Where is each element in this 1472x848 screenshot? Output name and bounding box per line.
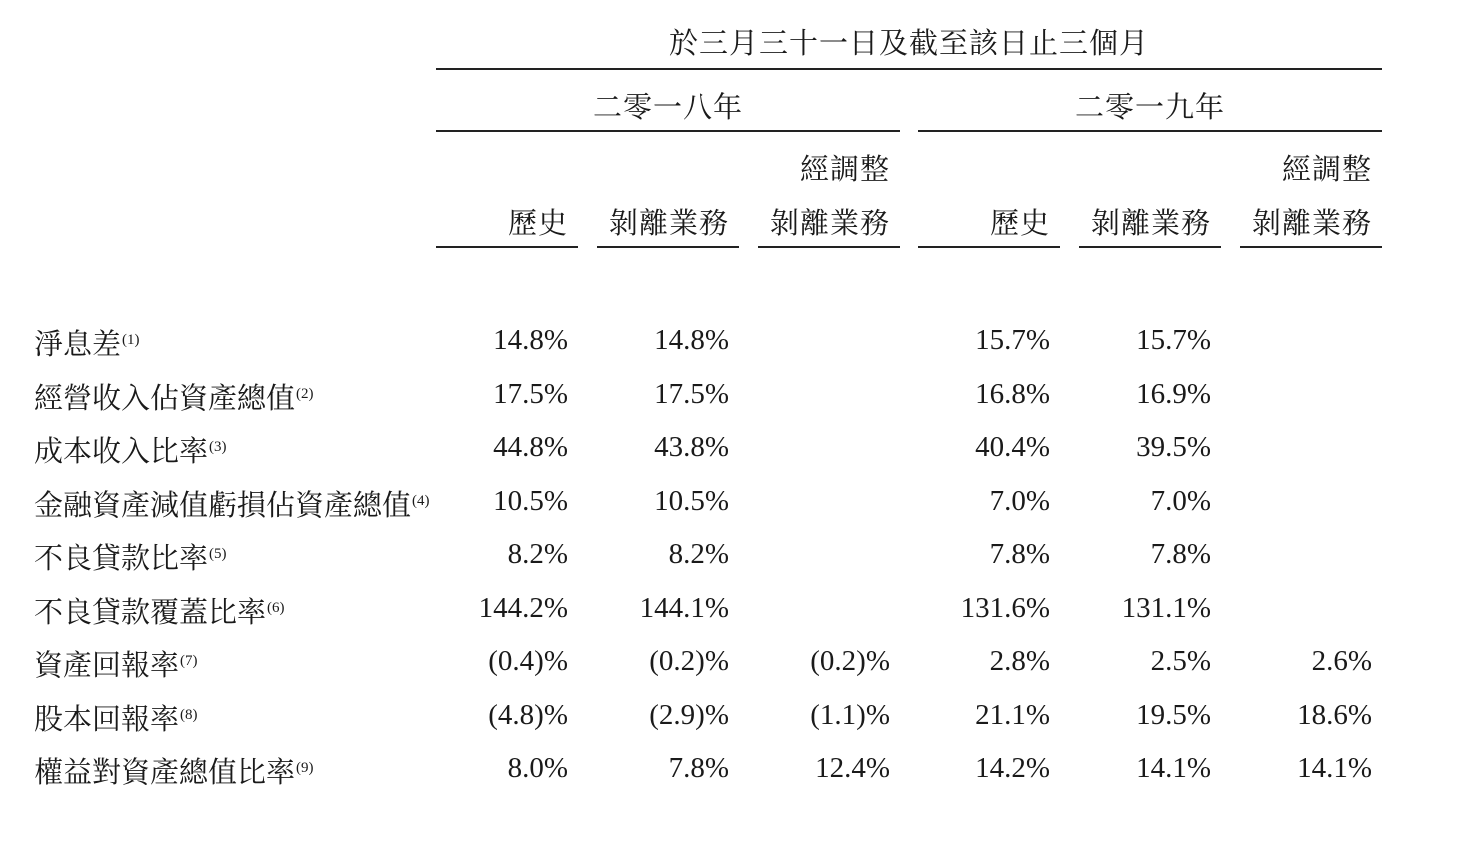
table-cell: 14.1% <box>1136 752 1211 784</box>
table-cell: 15.7% <box>1136 324 1211 356</box>
table-cell: 19.5% <box>1136 699 1211 731</box>
row-label-text: 資產回報率 <box>34 648 180 682</box>
table-cell: 44.8% <box>493 431 568 463</box>
row-label <box>34 697 198 737</box>
period-header: 於三月三十一日及截至該日止三個月 <box>668 26 1149 60</box>
footnote-marker: (4) <box>412 493 430 509</box>
footnote-marker: (3) <box>209 439 227 455</box>
table-cell: 17.5% <box>493 378 568 410</box>
footnote-marker: (2) <box>296 386 314 402</box>
row-label-text: 淨息差 <box>34 327 122 361</box>
footnote-marker: (6) <box>267 600 285 616</box>
row-label-text: 權益對資產總值比率 <box>34 755 296 789</box>
table-cell: 14.1% <box>1297 752 1372 784</box>
table-cell: 2.5% <box>1150 645 1211 677</box>
table-cell: 12.4% <box>815 752 890 784</box>
table-cell: 2.8% <box>989 645 1050 677</box>
row-label-text: 成本收入比率 <box>34 434 209 468</box>
table-cell: 39.5% <box>1136 431 1211 463</box>
table-cell: 144.2% <box>478 592 568 624</box>
row-label <box>34 536 227 576</box>
period-header-rule <box>436 68 1382 70</box>
row-label <box>34 429 227 469</box>
year-header-rule-2018 <box>436 130 900 132</box>
column-header-line1: 經調整 <box>1281 152 1372 186</box>
year-header-2019: 二零一九年 <box>1074 90 1225 124</box>
table-cell: 14.8% <box>654 324 729 356</box>
table-cell: (0.2)% <box>810 645 890 677</box>
table-cell: 18.6% <box>1297 699 1372 731</box>
column-header-rule <box>1079 246 1221 248</box>
table-cell: 15.7% <box>975 324 1050 356</box>
table-cell: 7.0% <box>1150 485 1211 517</box>
column-header-rule <box>758 246 900 248</box>
footnote-marker: (7) <box>180 653 198 669</box>
year-header-rule-2019 <box>918 130 1382 132</box>
row-label <box>34 483 430 523</box>
footnote-marker: (9) <box>296 760 314 776</box>
column-header-line2: 剝離業務 <box>1251 206 1372 240</box>
table-cell: (4.8)% <box>488 699 568 731</box>
table-cell: 131.1% <box>1121 592 1211 624</box>
column-header-rule <box>436 246 578 248</box>
table-cell: 17.5% <box>654 378 729 410</box>
table-cell: 144.1% <box>639 592 729 624</box>
table-cell: 8.0% <box>507 752 568 784</box>
row-label-text: 不良貸款覆蓋比率 <box>34 595 267 629</box>
row-label <box>34 643 198 683</box>
row-label-text: 金融資產減值虧損佔資產總值 <box>34 488 412 522</box>
column-header-line2: 剝離業務 <box>769 206 890 240</box>
table-cell: (0.4)% <box>488 645 568 677</box>
table-cell: 16.8% <box>975 378 1050 410</box>
table-cell: 10.5% <box>493 485 568 517</box>
row-label-text: 經營收入佔資產總值 <box>34 381 296 415</box>
table-cell: 16.9% <box>1136 378 1211 410</box>
table-cell: 7.8% <box>668 752 729 784</box>
year-header-2018: 二零一八年 <box>592 90 743 124</box>
table-cell: 8.2% <box>507 538 568 570</box>
table-cell: 2.6% <box>1311 645 1372 677</box>
table-cell: 7.8% <box>989 538 1050 570</box>
table-cell: 40.4% <box>975 431 1050 463</box>
footnote-marker: (1) <box>122 332 140 348</box>
table-cell: 8.2% <box>668 538 729 570</box>
table-cell: 21.1% <box>975 699 1050 731</box>
column-header-line2: 剝離業務 <box>1090 206 1211 240</box>
column-header-rule <box>597 246 739 248</box>
row-label <box>34 750 314 790</box>
row-label <box>34 590 285 630</box>
column-header-line2: 歷史 <box>507 206 568 240</box>
column-header-line1: 經調整 <box>799 152 890 186</box>
table-cell: 14.2% <box>975 752 1050 784</box>
table-cell: 43.8% <box>654 431 729 463</box>
table-cell: 7.8% <box>1150 538 1211 570</box>
column-header-rule <box>1240 246 1382 248</box>
table-cell: 14.8% <box>493 324 568 356</box>
column-header-rule <box>918 246 1060 248</box>
table-cell: (1.1)% <box>810 699 890 731</box>
row-label <box>34 322 140 362</box>
column-header-line2: 剝離業務 <box>608 206 729 240</box>
row-label <box>34 376 314 416</box>
row-label-text: 股本回報率 <box>34 702 180 736</box>
table-cell: (0.2)% <box>649 645 729 677</box>
table-cell: 131.6% <box>960 592 1050 624</box>
column-header-line2: 歷史 <box>989 206 1050 240</box>
row-label-text: 不良貸款比率 <box>34 541 209 575</box>
footnote-marker: (8) <box>180 707 198 723</box>
footnote-marker: (5) <box>209 546 227 562</box>
table-cell: (2.9)% <box>649 699 729 731</box>
table-cell: 10.5% <box>654 485 729 517</box>
table-cell: 7.0% <box>989 485 1050 517</box>
